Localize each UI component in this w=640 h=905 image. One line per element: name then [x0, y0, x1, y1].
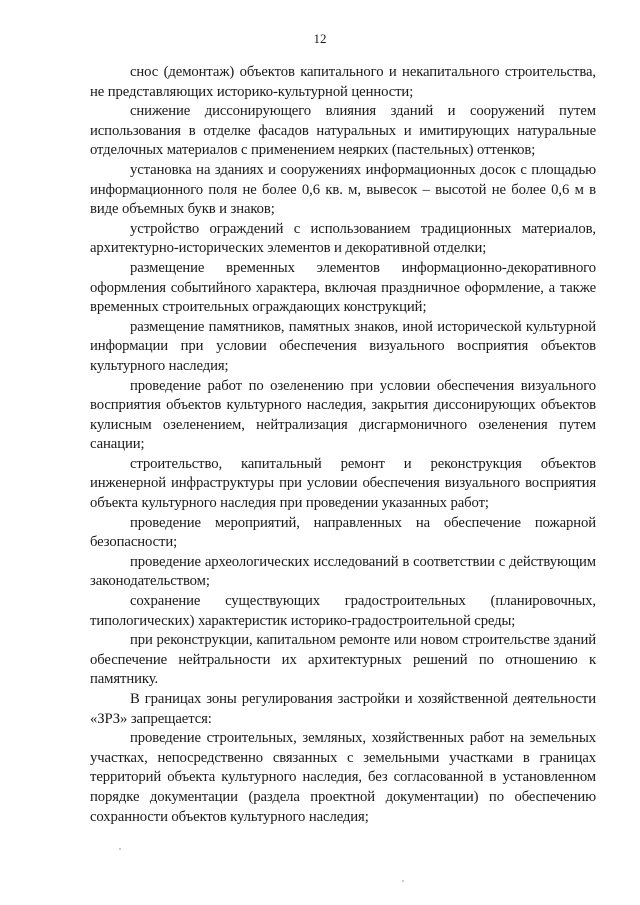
paragraph-temporary-elements: размещение временных элементов информационно-декоративного оформления событийного характера, включая праздничное оформление, а также временных строительных ограждающих конструкций;	[90, 259, 596, 316]
page-number: 12	[313, 31, 327, 46]
scan-speck	[402, 880, 404, 882]
paragraph-preservation: сохранение существующих градостроительных (планировочных, типологических) характеристик историко-градостроительной среды;	[90, 593, 596, 629]
paragraph-information-boards: установка на зданиях и сооружениях информационных досок с площадью информационного поля не более 0,6 кв. м, вывесок – высотой не более 0,6 м в виде объемных букв и знаков;	[90, 161, 596, 218]
document-body	[90, 63, 596, 827]
paragraph-zrz-prohibited-heading: В границах зоны регулирования застройки и хозяйственной деятельности «ЗРЗ» запрещается:	[90, 691, 596, 727]
paragraph-demolition: снос (демонтаж) объектов капитального и некапитального строительства, не представляющих историко-культурной ценности;	[90, 64, 596, 100]
paragraph-landscaping: проведение работ по озеленению при условии обеспечения визуального восприятия объектов культурного наследия, закрытия диссонирующих объектов кулисным озеленением, нейтрализация дисгармоничного озеленения путем санации;	[90, 377, 596, 453]
paragraph-monuments: размещение памятников, памятных знаков, иной исторической культурной информации при условии обеспечения визуального восприятия объектов культурного наследия;	[90, 318, 596, 374]
paragraph-fences: устройство ограждений с использованием традиционных материалов, архитектурно-исторических элементов и декоративной отделки;	[90, 220, 596, 257]
paragraph-facade-finishing: снижение диссонирующего влияния зданий и сооружений путем использования в отделке фасадов натуральных и имитирующих натуральные отделочных материалов с применением неярких (пастельных) оттенков;	[90, 103, 596, 159]
paragraph-infrastructure: строительство, капитальный ремонт и реконструкция объектов инженерной инфраструктуры при условии обеспечения визуального восприятия объекта культурного наследия при проведении указанных работ;	[90, 455, 596, 512]
paragraph-reconstruction: при реконструкции, капитальном ремонте или новом строительстве зданий обеспечение нейтральности их архитектурных решений по отношению к памятнику.	[90, 632, 596, 688]
scan-speck	[119, 848, 121, 850]
paragraph-construction-works: проведение строительных, земляных, хозяйственных работ на земельных участках, непосредственно связанных с земельными участками в границах территорий объекта культурного наследия, без согласованной в установленном порядке документации (раздела проектной документации) по обеспечению сохранности объектов культурного наследия;	[90, 730, 596, 825]
paragraph-fire-safety: проведение мероприятий, направленных на обеспечение пожарной безопасности;	[90, 514, 596, 551]
paragraph-archaeology: проведение археологических исследований в соответствии с действующим законодательством;	[90, 553, 596, 590]
